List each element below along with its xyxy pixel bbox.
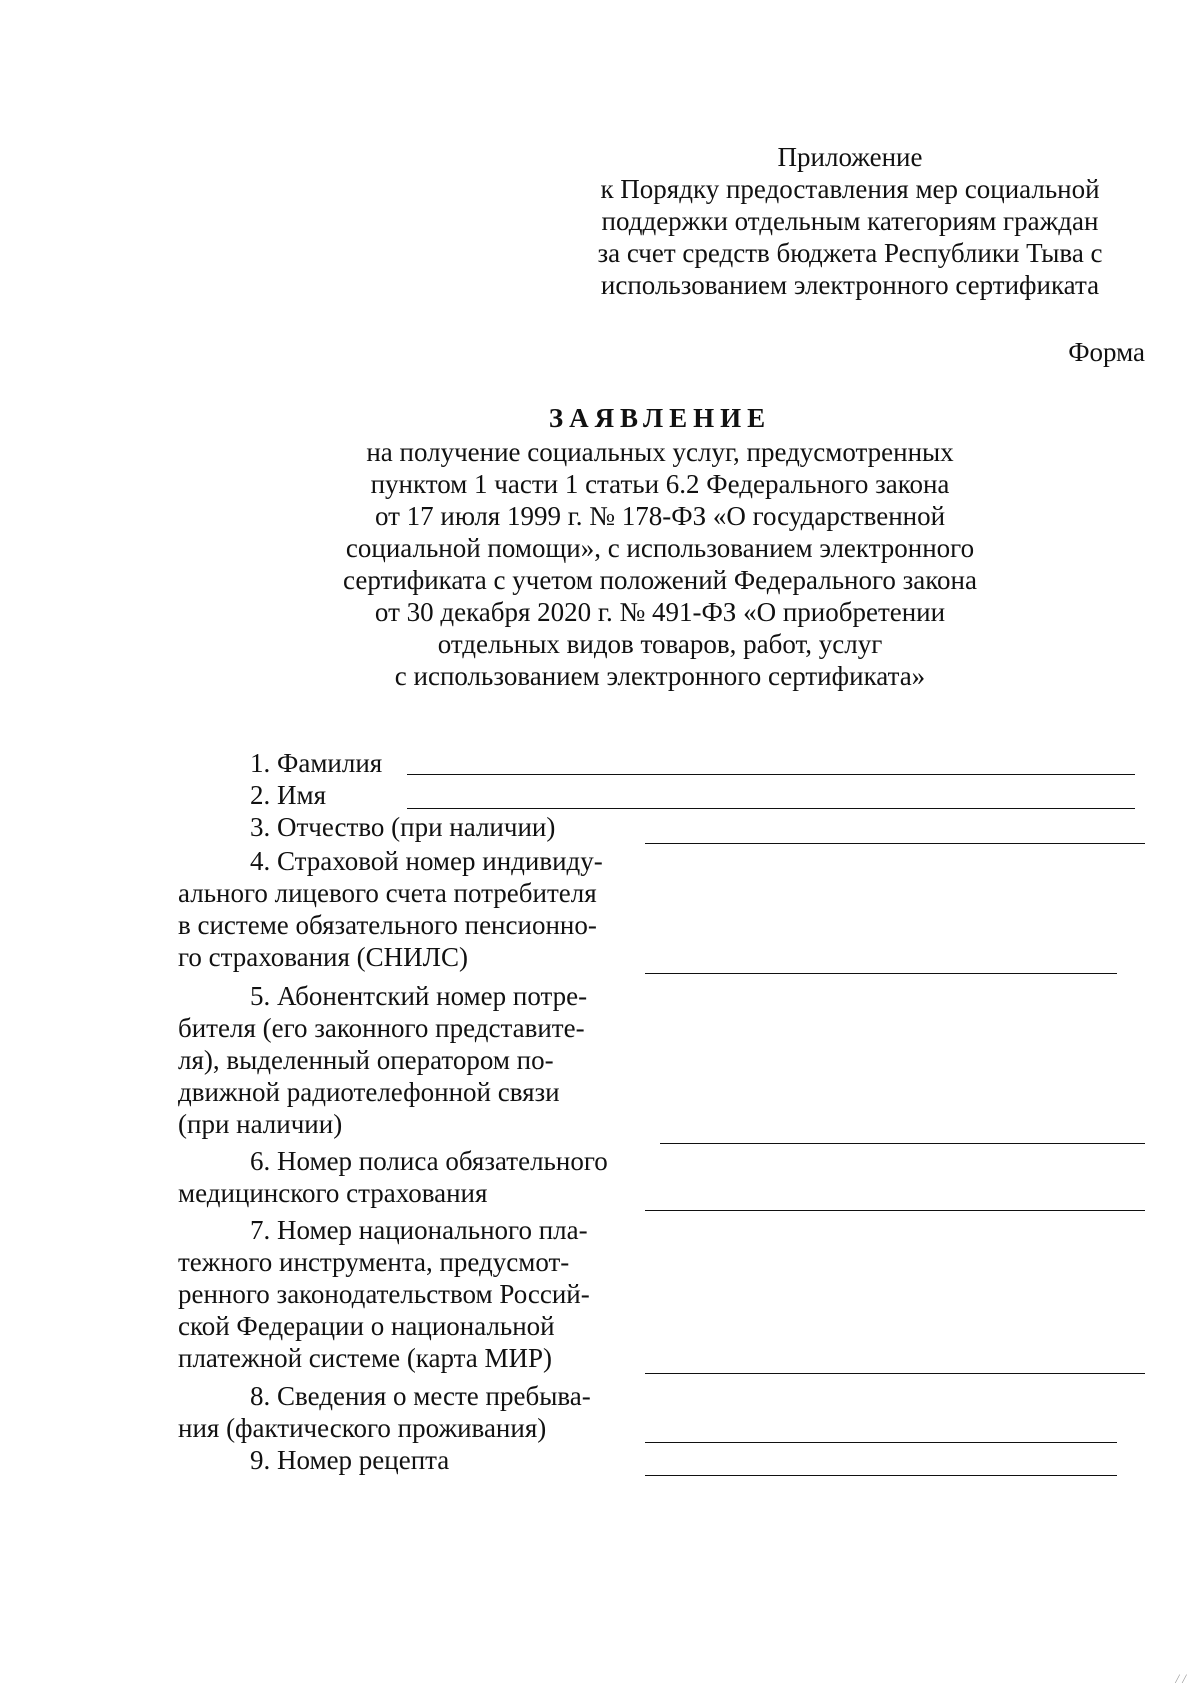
field-line: 7. Номер национального пла- [250,1215,588,1245]
appendix-line: поддержки отдельным категориям граждан [601,206,1099,236]
patronymic-input-line[interactable] [645,843,1145,844]
subtitle-line: от 17 июля 1999 г. № 178-ФЗ «О государственной [374,501,946,531]
field-line: 3. Отчество (при наличии) [250,812,556,842]
field-prescription-label [178,1444,449,1476]
field-mir-card-label [178,1214,590,1374]
field-surname-label [178,747,382,779]
snils-input-line[interactable] [645,973,1117,974]
subtitle-line: отдельных видов товаров, работ, услуг [437,629,883,659]
field-residence-label [178,1380,591,1444]
oms-input-line[interactable] [645,1210,1145,1211]
field-line: движной радиотелефонной связи [178,1077,560,1107]
field-line: тежного инструмента, предусмот- [178,1247,570,1277]
field-phone-label [178,980,587,1140]
field-line: 6. Номер полиса обязательного [250,1146,608,1176]
name-input-line[interactable] [407,808,1135,809]
field-line: ской Федерации о национальной [178,1311,555,1341]
appendix-line: использованием электронного сертификата [600,270,1100,300]
residence-input-line[interactable] [645,1442,1117,1443]
subtitle-line: пунктом 1 части 1 статьи 6.2 Федерального закона [370,469,950,499]
field-line: ля), выделенный оператором по- [178,1045,554,1075]
subtitle-line: с использованием электронного сертификата» [394,661,926,691]
prescription-input-line[interactable] [645,1475,1117,1476]
field-patronymic-label [178,811,555,843]
field-line: 8. Сведения о месте пребыва- [250,1381,591,1411]
field-line: 9. Номер рецепта [250,1445,450,1475]
field-line: го страхования (СНИЛС) [178,942,468,972]
field-line: медицинского страхования [178,1178,488,1208]
field-line: 5. Абонентский номер потре- [250,981,588,1011]
form-label: Форма [1068,337,1145,367]
surname-input-line[interactable] [407,774,1135,775]
document-subtitle [260,436,1060,692]
field-oms-label [178,1145,608,1209]
appendix-line: за счет средств бюджета Республики Тыва с [597,238,1103,268]
field-line: ренного законодательством Россий- [178,1279,590,1309]
appendix-line: Приложение [777,142,923,172]
field-line: (при наличии) [178,1109,343,1139]
field-line: 1. Фамилия [250,748,383,778]
field-line: бителя (его законного представите- [178,1013,585,1043]
field-line: в системе обязательного пенсионно- [178,910,597,940]
phone-input-line[interactable] [660,1143,1145,1144]
field-snils-label [178,845,603,973]
mir-card-input-line[interactable] [645,1373,1145,1374]
field-line: платежной системе (карта МИР) [178,1343,553,1373]
field-line: ния (фактического проживания) [178,1413,547,1443]
field-line: 4. Страховой номер индивиду- [250,846,603,876]
subtitle-line: от 30 декабря 2020 г. № 491-ФЗ «О приобретении [374,597,946,627]
corner-mark: / / [1175,1671,1186,1686]
subtitle-line: на получение социальных услуг, предусмотренных [366,437,954,467]
field-name-label [178,779,326,811]
appendix-line: к Порядку предоставления мер социальной [600,174,1100,204]
field-line: ального лицевого счета потребителя [178,878,597,908]
field-line: 2. Имя [250,780,327,810]
appendix-header [560,141,1140,301]
document-title: ЗАЯВЛЕНИЕ [548,403,772,433]
subtitle-line: социальной помощи», с использованием электронного [345,533,975,563]
subtitle-line: сертификата с учетом положений Федерального закона [343,565,977,595]
